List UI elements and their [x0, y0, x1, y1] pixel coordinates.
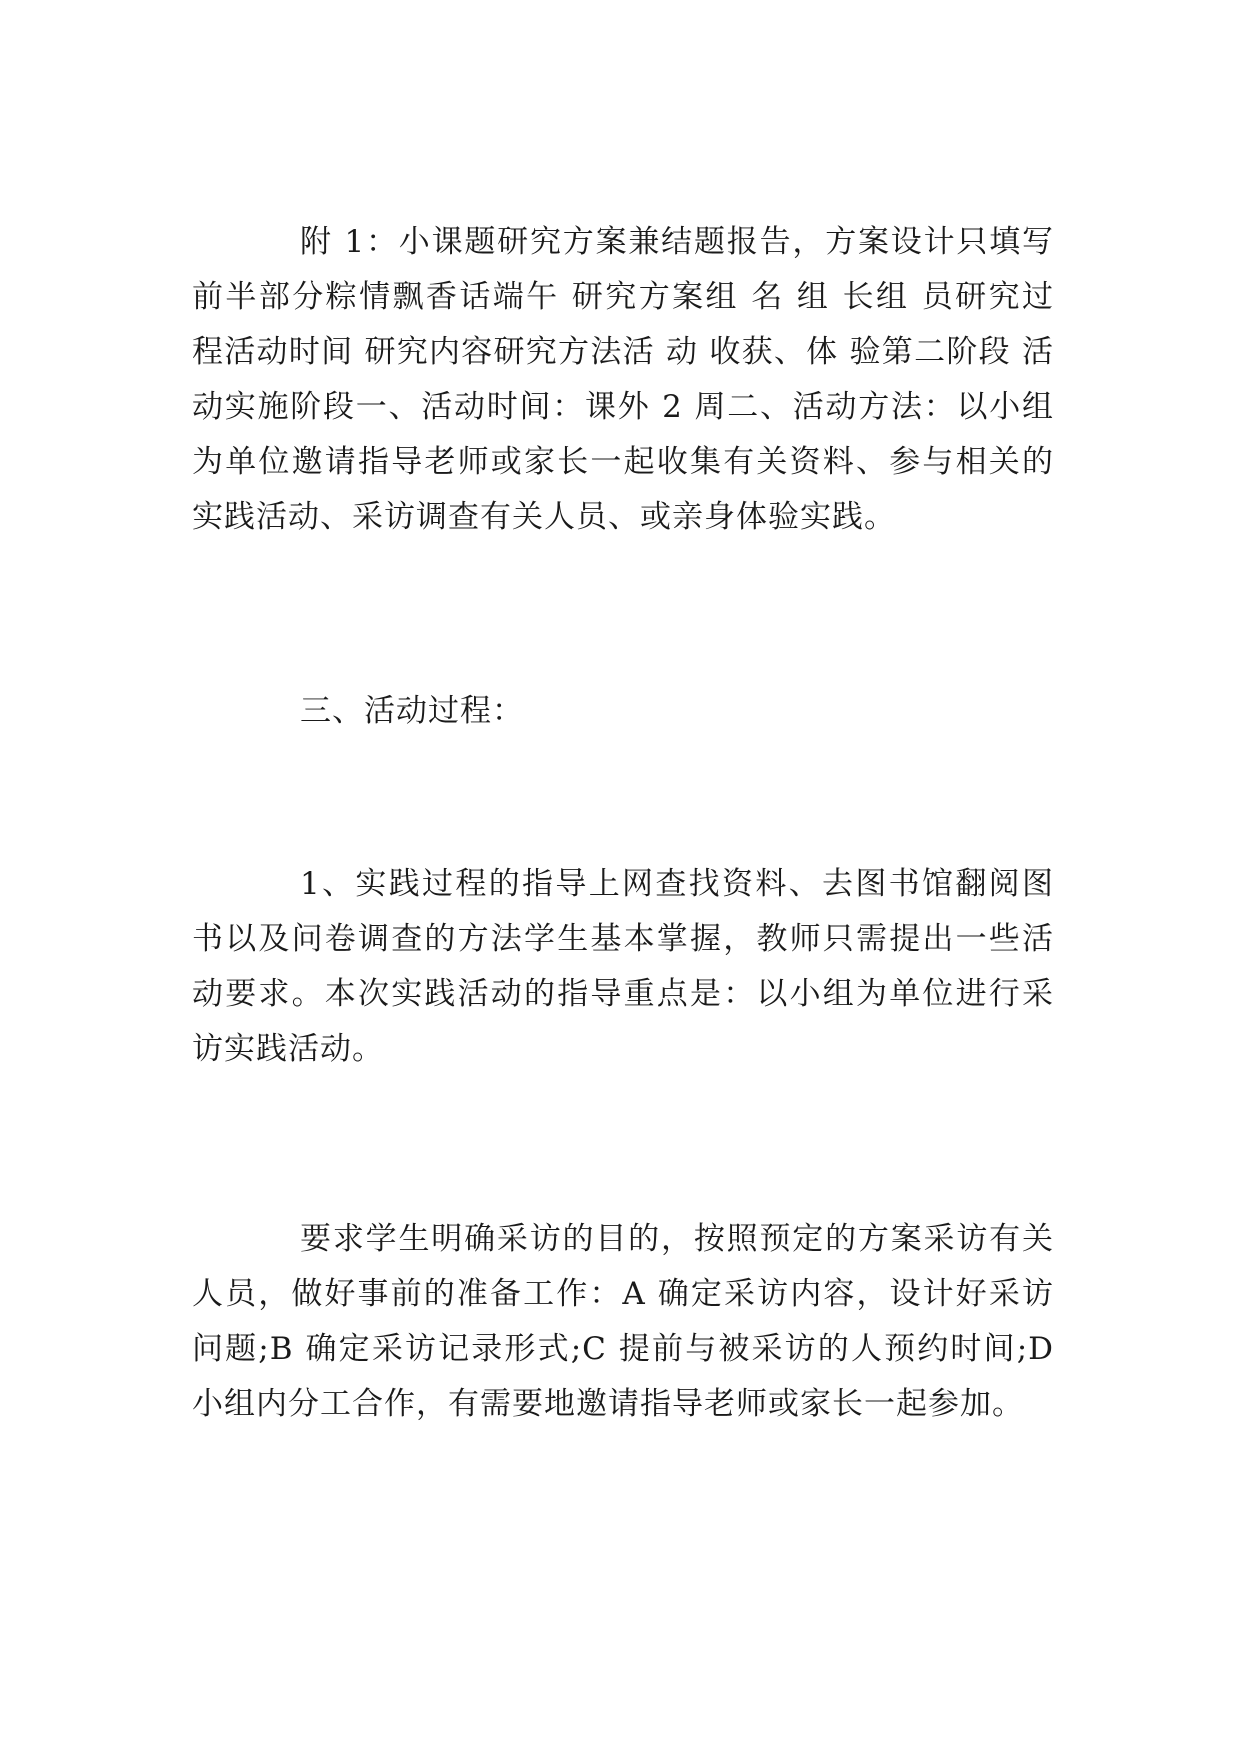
paragraph-interview-requirements: 要求学生明确采访的目的，按照预定的方案采访有关人员，做好事前的准备工作：A 确定采访内容，设计好采访问题;B 确定采访记录形式;C 提前与被采访的人预约时间;D 小组内分工合作，有需要地邀请指导老师或家长一起参加。 [192, 1221, 1054, 1422]
paragraph-practice-guidance: 1、实践过程的指导上网查找资料、去图书馆翻阅图书以及问卷调查的方法学生基本掌握，教师只需提出一些活动要求。本次实践活动的指导重点是：以小组为单位进行采访实践活动。 [192, 866, 1054, 1067]
paragraph-appendix-plan: 附 1：小课题研究方案兼结题报告，方案设计只填写前半部分粽情飘香话端午 研究方案组 名 组 长组 员研究过 程活动时间 研究内容研究方法活 动 收获、体 验第二阶段 活动实施阶段一、活动时间：课外 2 周二、活动方法：以小组为单位邀请指导老师或家长一起收集有关资料、参与相关的实践活动、采访调查有关人员、或亲身体验实践。 [192, 224, 1054, 535]
section-heading-activity-process: 三、活动过程： [300, 693, 524, 729]
